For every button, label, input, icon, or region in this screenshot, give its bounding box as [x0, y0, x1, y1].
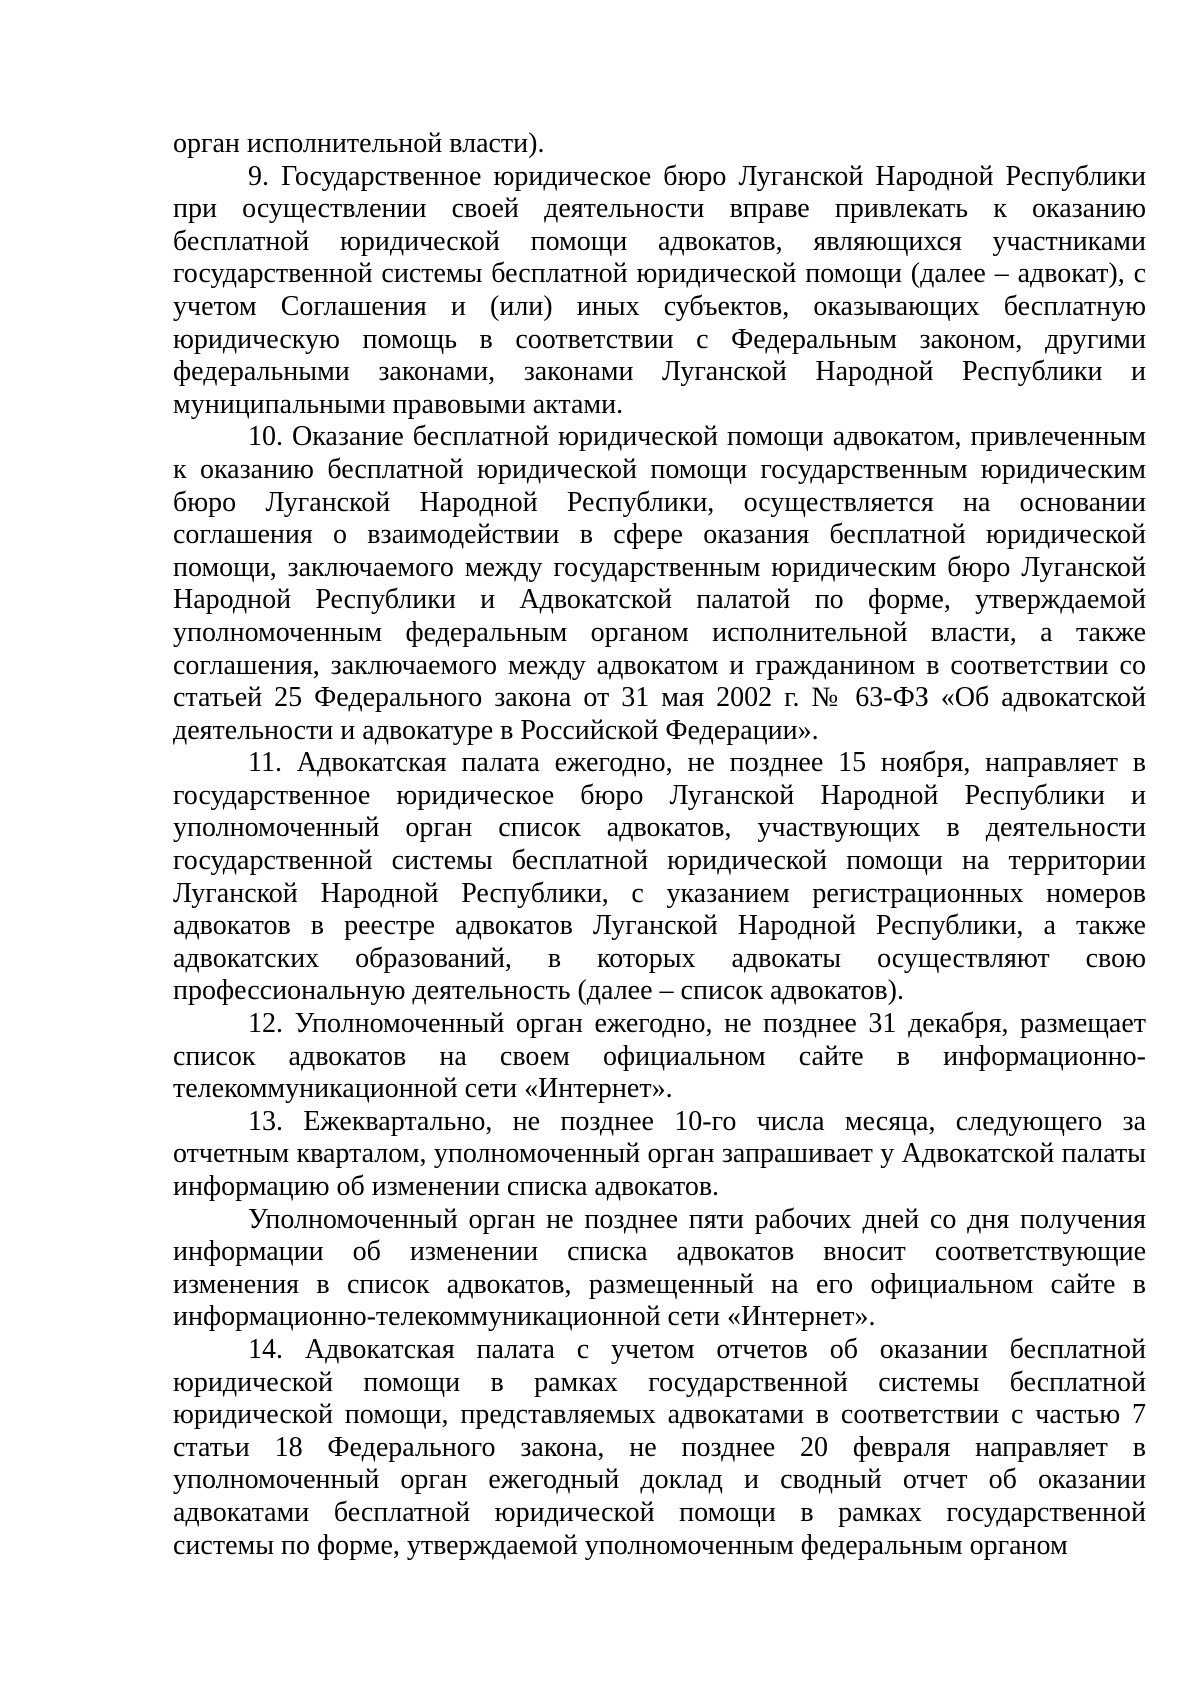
- paragraph-11: 11. Адвокатская палата ежегодно, не позднее 15 ноября, направляет в государственное юридическое бюро Луганской Народной Республики и уполномоченный орган список адвокатов, участвующих в деятельности государственной системы бесплатной юридической помощи на территории Луганской Народной Республики, с указанием регистрационных номеров адвокатов в реестре адвокатов Луганской Народной Республики, а также адвокатских образований, в которых адвокаты осуществляют свою профессиональную деятельность (далее – список адвокатов).: [173, 747, 1146, 1007]
- paragraph-13-continued: Уполномоченный орган не позднее пяти рабочих дней со дня получения информации об изменении списка адвокатов вносит соответствующие изменения в список адвокатов, размещенный на его официальном сайте в информационно-телекоммуникационной сети «Интернет».: [173, 1203, 1146, 1333]
- paragraph-14: 14. Адвокатская палата с учетом отчетов об оказании бесплатной юридической помощи в рамках государственной системы бесплатной юридической помощи, представляемых адвокатами в соответствии с частью 7 статьи 18 Федерального закона, не позднее 20 февраля направляет в уполномоченный орган ежегодный доклад и сводный отчет об оказании адвокатами бесплатной юридической помощи в рамках государственной системы по форме, утверждаемой уполномоченным федеральным органом: [173, 1333, 1146, 1561]
- document-body: [173, 128, 1146, 1562]
- paragraph-12: 12. Уполномоченный орган ежегодно, не позднее 31 декабря, размещает список адвокатов на своем официальном сайте в информационно-телекоммуникационной сети «Интернет».: [173, 1008, 1146, 1105]
- paragraph-9: 9. Государственное юридическое бюро Луганской Народной Республики при осуществлении своей деятельности вправе привлекать к оказанию бесплатной юридической помощи адвокатов, являющихся участниками государственной системы бесплатной юридической помощи (далее – адвокат), с учетом Соглашения и (или) иных субъектов, оказывающих бесплатную юридическую помощь в соответствии с Федеральным законом, другими федеральными законами, законами Луганской Народной Республики и муниципальными правовыми актами.: [173, 160, 1146, 420]
- paragraph-continuation: орган исполнительной власти).: [173, 128, 545, 159]
- paragraph-13: 13. Ежеквартально, не позднее 10-го числа месяца, следующего за отчетным кварталом, уполномоченный орган запрашивает у Адвокатской палаты информацию об изменении списка адвокатов.: [173, 1105, 1146, 1202]
- paragraph-10: 10. Оказание бесплатной юридической помощи адвокатом, привлеченным к оказанию бесплатной юридической помощи государственным юридическим бюро Луганской Народной Республики, осуществляется на основании соглашения о взаимодействии в сфере оказания бесплатной юридической помощи, заключаемого между государственным юридическим бюро Луганской Народной Республики и Адвокатской палатой по форме, утверждаемой уполномоченным федеральным органом исполнительной власти, а также соглашения, заключаемого между адвокатом и гражданином в соответствии со статьей 25 Федерального закона от 31 мая 2002 г. № 63-ФЗ «Об адвокатской деятельности и адвокатуре в Российской Федерации».: [173, 421, 1146, 746]
